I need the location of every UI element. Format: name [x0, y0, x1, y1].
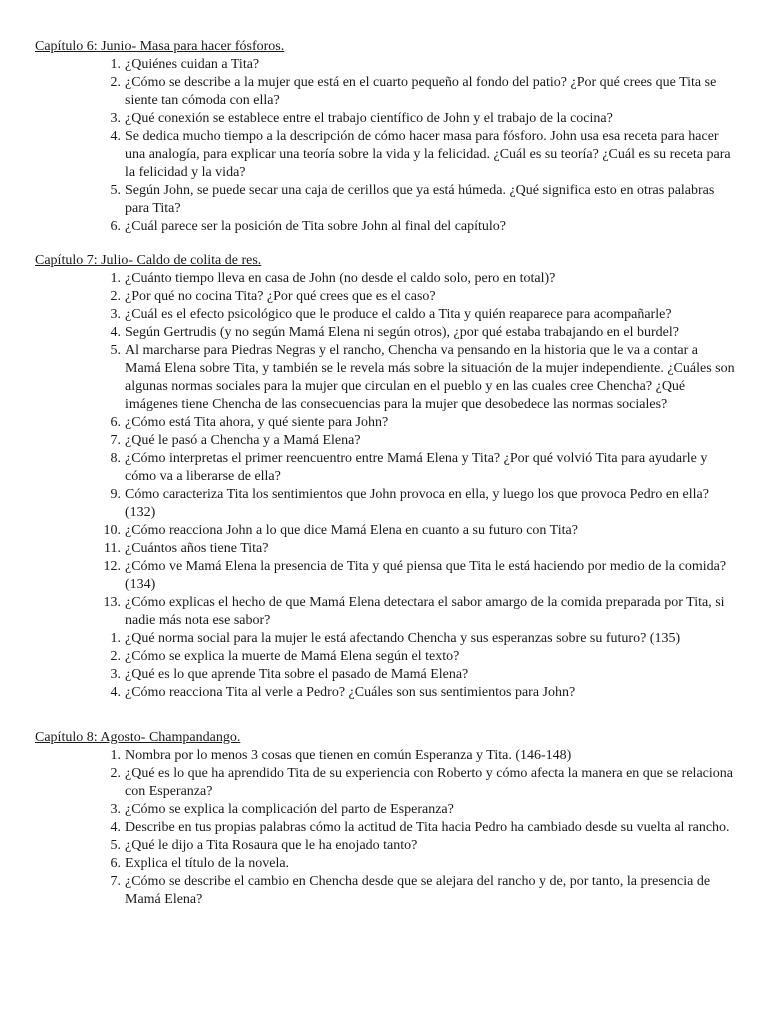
question-item [110, 414, 735, 432]
question-text: ¿Qué es lo que aprende Tita sobre el pasado de Mamá Elena? [125, 667, 469, 682]
question-item [110, 218, 735, 236]
question-text: ¿Cómo se explica la muerte de Mamá Elena según el texto? [125, 649, 460, 664]
question-item [110, 747, 735, 765]
question-text: ¿Cómo está Tita ahora, y qué siente para John? [125, 415, 389, 430]
question-number: 10. [103, 523, 121, 538]
question-number: 5. [110, 183, 121, 198]
question-item [110, 450, 735, 486]
question-number: 7. [110, 874, 121, 889]
question-item [110, 819, 735, 837]
chapter-6-section [35, 38, 735, 236]
question-item [110, 855, 735, 873]
question-text: ¿Qué conexión se establece entre el trabajo científico de John y el trabajo de la cocina? [125, 111, 613, 126]
question-number: 11. [104, 541, 121, 556]
question-text: ¿Cuánto tiempo lleva en casa de John (no desde el caldo solo, pero en total)? [125, 271, 556, 286]
question-item [110, 56, 735, 74]
question-number: 9. [110, 487, 121, 502]
chapter-7-section [35, 252, 735, 702]
question-item [110, 630, 735, 648]
question-text: Según John, se puede secar una caja de cerillos que ya está húmeda. ¿Qué significa esto en otras palabras para Tita? [125, 183, 715, 216]
question-item [110, 324, 735, 342]
question-text: ¿Cómo se describe el cambio en Chencha desde que se alejara del rancho y de, por tanto, la presencia de Mamá Elena? [125, 874, 711, 907]
question-text: Se dedica mucho tiempo a la descripción de cómo hacer masa para fósforo. John usa esa receta para hacer una analogía, para explicar una teoría sobre la vida y la felicidad. ¿Cuál es su teoría? ¿Cuál es su receta para la felicidad y la vida? [125, 129, 731, 180]
question-item [103, 594, 735, 630]
question-text: ¿Quiénes cuidan a Tita? [125, 57, 260, 72]
question-item [104, 540, 735, 558]
question-text: ¿Qué le dijo a Tita Rosaura que le ha enojado tanto? [125, 838, 418, 853]
question-text: Cómo caracteriza Tita los sentimientos que John provoca en ella, y luego los que provoca Pedro en ella? (132) [125, 487, 709, 520]
question-item [110, 270, 735, 288]
question-item [110, 432, 735, 450]
question-number: 1. [110, 271, 121, 286]
question-number: 4. [110, 685, 121, 700]
question-number: 13. [103, 595, 121, 610]
chapter-8-section [35, 729, 735, 909]
question-text: Al marcharse para Piedras Negras y el rancho, Chencha va pensando en la historia que le va a contar a Mamá Elena sobre Tita, y también se le revela más sobre la situación de la mujer independiente. ¿Cuáles son algunas normas sociales para la mujer que circulan en el pueblo y en las cuales cree Chencha? ¿Qué imágenes tiene Chencha de las consecuencias para la mujer que desobedece las normas sociales? [125, 343, 735, 412]
question-item [110, 486, 735, 522]
question-item [110, 684, 735, 702]
chapter-7-heading: Capítulo 7: Julio- Caldo de colita de res. [35, 253, 262, 268]
question-number: 6. [110, 415, 121, 430]
chapter-8-heading: Capítulo 8: Agosto- Champandango. [35, 730, 241, 745]
question-number: 1. [110, 748, 121, 763]
question-number: 1. [110, 631, 121, 646]
question-item [110, 648, 735, 666]
question-text: Describe en tus propias palabras cómo la actitud de Tita hacia Pedro ha cambiado desde su vuelta al rancho. [125, 820, 730, 835]
question-text: ¿Qué norma social para la mujer le está afectando Chencha y sus esperanzas sobre su futuro? (135) [125, 631, 681, 646]
question-number: 12. [103, 559, 121, 574]
question-text: ¿Cuál es el efecto psicológico que le produce el caldo a Tita y quién reaparece para acompañarle? [125, 307, 672, 322]
question-item [110, 342, 735, 414]
question-number: 4. [110, 129, 121, 144]
question-text: Explica el título de la novela. [125, 856, 290, 871]
chapter-6-heading: Capítulo 6: Junio- Masa para hacer fósforos. [35, 39, 285, 54]
question-text: ¿Por qué no cocina Tita? ¿Por qué crees que es el caso? [125, 289, 436, 304]
question-number: 2. [110, 649, 121, 664]
question-item [110, 74, 735, 110]
question-item [110, 182, 735, 218]
question-text: ¿Cómo reacciona Tita al verle a Pedro? ¿Cuáles son sus sentimientos para John? [125, 685, 576, 700]
question-number: 8. [110, 451, 121, 466]
question-text: ¿Qué es lo que ha aprendido Tita de su experiencia con Roberto y cómo afecta la manera en que se relaciona con Esperanza? [125, 766, 733, 799]
question-item [110, 837, 735, 855]
question-text: ¿Cuál parece ser la posición de Tita sobre John al final del capítulo? [125, 219, 507, 234]
question-item [110, 765, 735, 801]
chapter-6-questions [35, 56, 735, 236]
question-text: ¿Qué le pasó a Chencha y a Mamá Elena? [125, 433, 361, 448]
question-number: 2. [110, 766, 121, 781]
question-item [110, 801, 735, 819]
question-item [110, 128, 735, 182]
question-text: ¿Cómo explicas el hecho de que Mamá Elena detectara el sabor amargo de la comida preparada por Tita, si nadie más nota ese sabor? [125, 595, 725, 628]
chapter-7-questions [35, 270, 735, 702]
question-number: 3. [110, 111, 121, 126]
question-number: 6. [110, 856, 121, 871]
question-item [110, 306, 735, 324]
question-item [110, 873, 735, 909]
question-text: ¿Cómo reacciona John a lo que dice Mamá Elena en cuanto a su futuro con Tita? [125, 523, 578, 538]
question-number: 3. [110, 667, 121, 682]
question-item [103, 558, 735, 594]
question-item [110, 110, 735, 128]
question-text: Nombra por lo menos 3 cosas que tienen en común Esperanza y Tita. (146-148) [125, 748, 572, 763]
question-text: Según Gertrudis (y no según Mamá Elena ni según otros), ¿por qué estaba trabajando en el burdel? [125, 325, 679, 340]
question-number: 2. [110, 289, 121, 304]
question-number: 3. [110, 802, 121, 817]
question-number: 2. [110, 75, 121, 90]
question-number: 4. [110, 820, 121, 835]
question-item [110, 666, 735, 684]
question-item [103, 522, 735, 540]
question-number: 6. [110, 219, 121, 234]
question-item [110, 288, 735, 306]
question-text: ¿Cómo se describe a la mujer que está en el cuarto pequeño al fondo del patio? ¿Por qué crees que Tita se siente tan cómoda con ella? [125, 75, 717, 108]
question-text: ¿Cuántos años tiene Tita? [125, 541, 269, 556]
chapter-8-questions [35, 747, 735, 909]
question-number: 4. [110, 325, 121, 340]
question-text: ¿Cómo se explica la complicación del parto de Esperanza? [125, 802, 454, 817]
question-text: ¿Cómo ve Mamá Elena la presencia de Tita y qué piensa que Tita le está haciendo por medio de la comida? (134) [125, 559, 727, 592]
question-number: 7. [110, 433, 121, 448]
question-number: 5. [110, 343, 121, 358]
question-number: 3. [110, 307, 121, 322]
question-text: ¿Cómo interpretas el primer reencuentro entre Mamá Elena y Tita? ¿Por qué volvió Tita para ayudarle y cómo va a liberarse de ella? [125, 451, 708, 484]
question-number: 1. [110, 57, 121, 72]
question-number: 5. [110, 838, 121, 853]
